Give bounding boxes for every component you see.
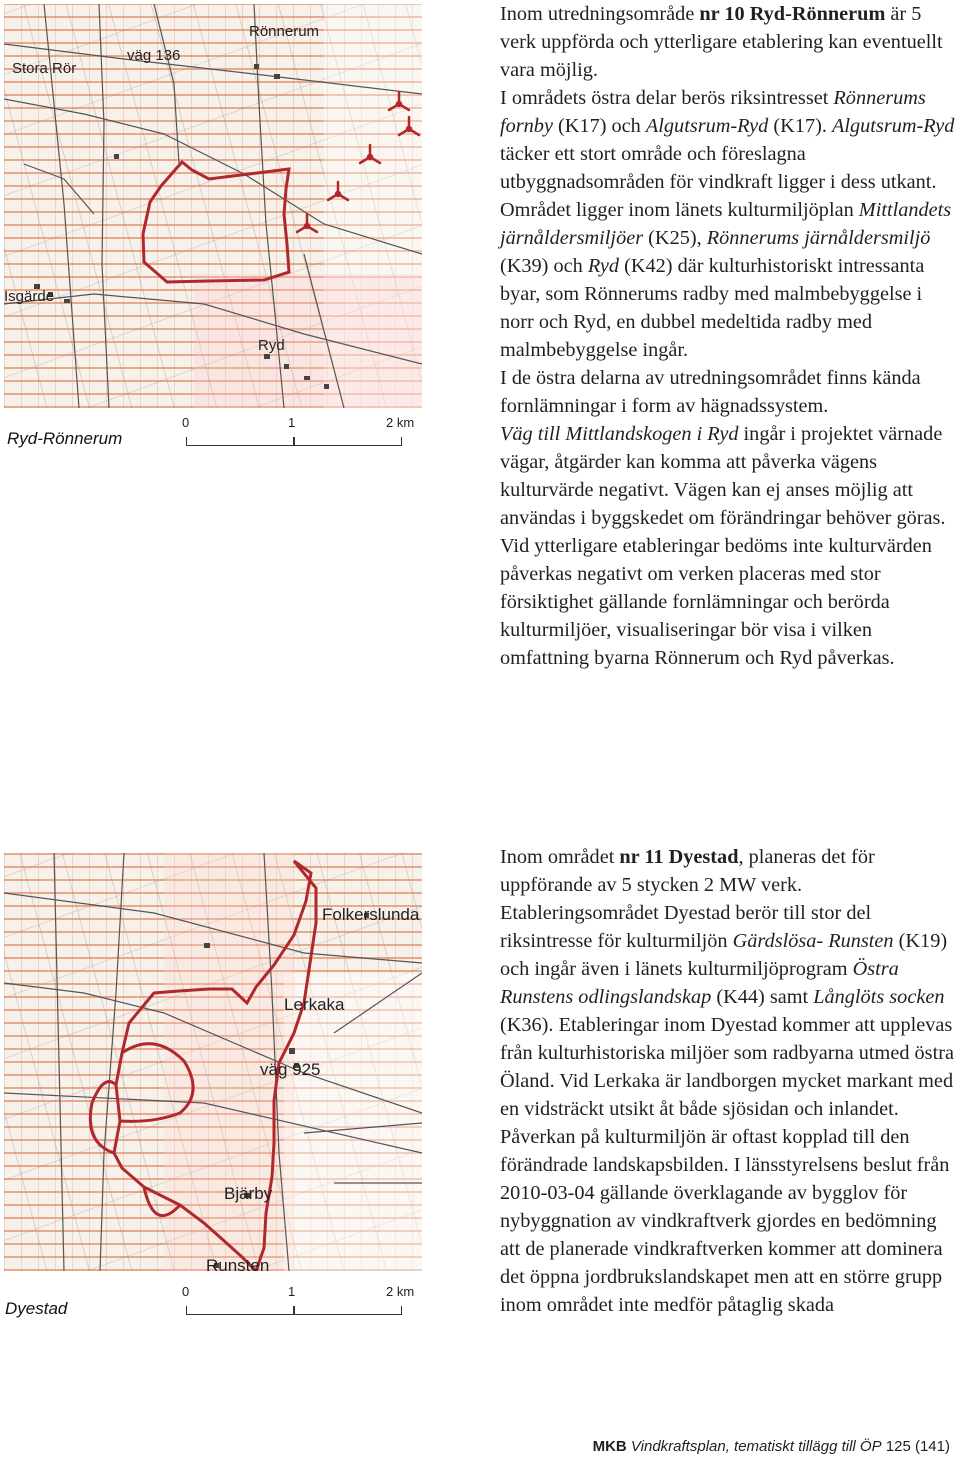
- scale-one: 1: [288, 415, 296, 430]
- page-footer: [593, 1438, 950, 1455]
- page-total: (141): [914, 1438, 950, 1455]
- paragraph: Inom området nr 11 Dyestad, planeras det för uppförande av 5 stycken 2 MW verk. Etableringsområdet Dyestad berör till stor del riksintresse för kulturmiljön Gärdslösa- Runsten (K19) och ingår även i länets kulturmiljöprogram Östra Runstens odlingslandskap (K44) samt Långlöts socken (K36). Etableringar inom Dyestad kommer att upplevas från kulturhistoriska miljöer som radbyarna utmed östra Öland. Vid Lerkaka är landborgen mycket markant med en vidsträckt utsikt åt både sjösidan och inlandet. Påverkan på kulturmiljön är oftast kopplad till den förändrade landskapsbilden. I länsstyrelsens beslut från 2010-03-04 gällande överklagande av bygglov för nybyggnation av vindkraftverk gjordes en bedömning att de planerade vindkraftverken kommer att dominera det öppna jordbrukslandskapet men att en större grupp inom området inte medför påtaglig skada: [500, 846, 954, 1316]
- scale-two: 2 km: [386, 415, 415, 430]
- paragraph: I de östra delarna av utredningsområdet finns kända fornlämningar i form av hägnadssystem.: [500, 367, 921, 417]
- map-label-ryd: Ryd: [258, 337, 285, 354]
- paragraph: I områdets östra delar berös riksintresset Rönnerums fornby (K17) och Algutsrum-Ryd (K17). Algutsrum-Ryd täcker ett stort område och föreslagna utbyggnadsområden för vindkraft ligger i dess utkant.: [500, 87, 955, 193]
- map-label-vag136: väg 136: [127, 47, 181, 64]
- map-label-isgarde: Isgärde: [4, 288, 55, 305]
- footer-title: Vindkraftsplan, tematiskt tillägg till ÖP: [630, 1438, 882, 1455]
- scale-zero: 0: [182, 415, 190, 430]
- page-number: 125: [885, 1438, 911, 1455]
- map1-scale-bar: [182, 415, 426, 447]
- text-section-ryd-ronnerum: [500, 0, 960, 672]
- paragraph: Väg till Mittlandskogen i Ryd ingår i projektet värnade vägar, åtgärder kan komma att påverka vägens kulturvärde negativt. Vägen kan ej anses möjlig att användas i byggskedet om förändringar behöver göras.: [500, 423, 946, 529]
- map-label-lerkaka: Lerkaka: [284, 995, 345, 1014]
- paragraph: Vid ytterligare etableringar bedöms inte kulturvärden påverkas negativt om verken placeras med stor försiktighet gällande fornlämningar och berörda kulturmiljöer, visualiseringar bör visa i vilken omfattning byarna Rönnerum och Ryd påverkas.: [500, 535, 932, 669]
- scale-two: 2 km: [386, 1284, 415, 1299]
- map-label-stora-ror: Stora Rör: [12, 60, 77, 77]
- map-dyestad: [4, 853, 422, 1271]
- map-label-folkerslunda: Folkerslunda: [322, 905, 420, 924]
- scale-zero: 0: [182, 1284, 190, 1299]
- map-ryd-ronnerum: [4, 4, 422, 408]
- map-label-bjarby: Bjärby: [224, 1184, 273, 1203]
- footer-mkb: MKB: [592, 1438, 627, 1455]
- map2-scale-bar: [182, 1284, 426, 1316]
- paragraph: Inom utredningsområde nr 10 Ryd-Rönnerum är 5 verk uppförda och ytterligare etablering kan eventuellt vara möjlig.: [500, 3, 943, 81]
- text-section-dyestad: [500, 843, 960, 1319]
- map1-area-name: Ryd-Rönnerum: [7, 429, 123, 448]
- map2-area-name: Dyestad: [5, 1299, 68, 1318]
- map-label-ronnerum: Rönnerum: [249, 23, 320, 40]
- paragraph: Området ligger inom länets kulturmiljöplan Mittlandets järnåldersmiljöer (K25), Rönnerums järnåldersmiljö (K39) och Ryd (K42) där kulturhistoriskt intressanta byar, som Rönnerums radby med malmbebyggelse i norr och Ryd, en dubbel medeltida radby med malmbebyggelse ingår.: [500, 199, 952, 361]
- scale-one: 1: [288, 1284, 296, 1299]
- map-label-vag925: väg 925: [260, 1060, 321, 1079]
- map-label-runsten: Runsten: [206, 1256, 270, 1271]
